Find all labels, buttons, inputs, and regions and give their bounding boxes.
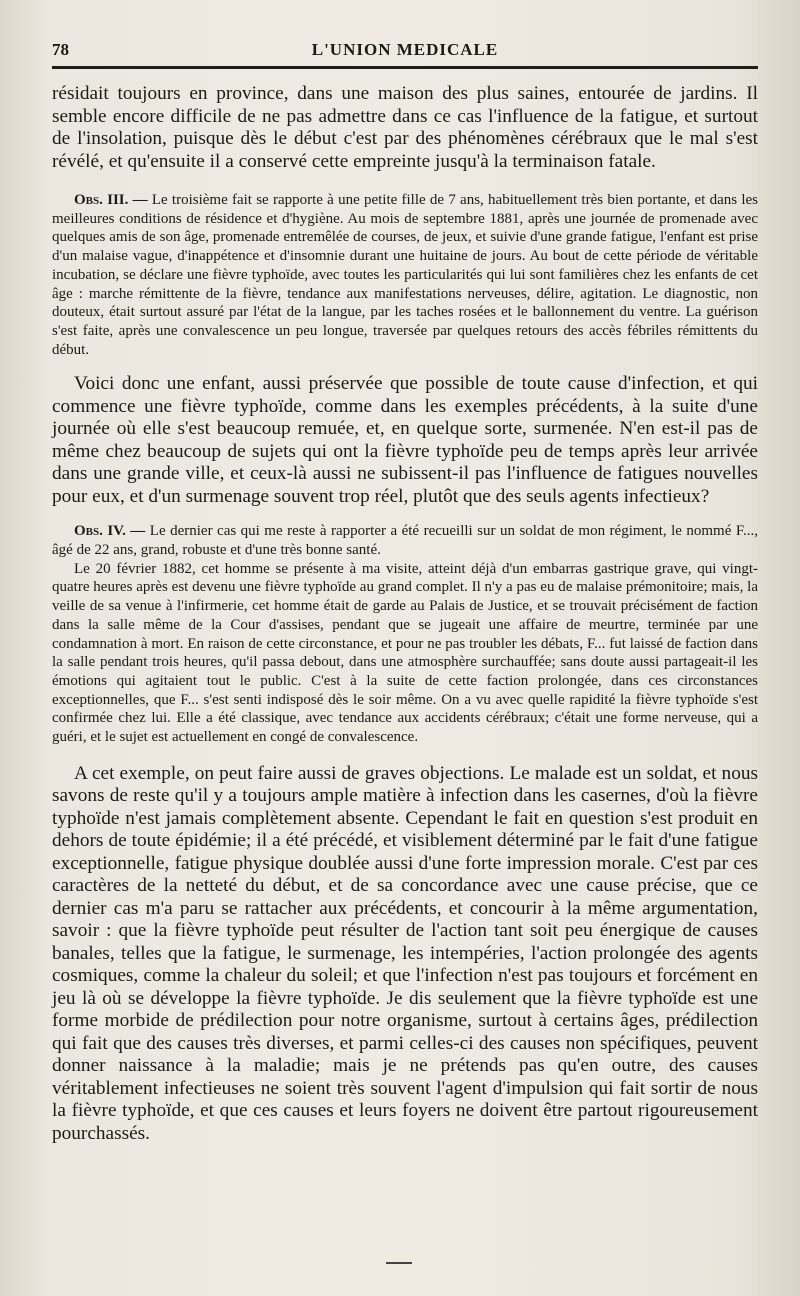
page-number: 78	[52, 40, 69, 59]
observation-3	[52, 191, 758, 359]
header-rule	[52, 66, 758, 69]
observation-4	[52, 522, 758, 559]
observation-3-label: Obs. III. —	[74, 192, 148, 208]
paragraph-continuation: résidait toujours en province, dans une maison des plus saines, entourée de jardins. Il semble encore difficile de ne pas admettre dans ce cas l'influence de la fatigue, et surtout de l'insolation, puisque dès le début c'est par des phénomènes cérébraux que le mal s'est révélé, et qu'ensuite il a conservé cette empreinte jusqu'à la terminaison fatale.	[52, 83, 758, 172]
observation-4-text: Le dernier cas qui me reste à rapporter a été recueilli sur un soldat de mon régiment, le nommé F..., âgé de 22 ans, grand, robuste et d'une très bonne santé.	[52, 523, 758, 559]
paragraph-objections: A cet exemple, on peut faire aussi de graves objections. Le malade est un soldat, et nous savons de reste qu'il y a toujours ample matière à infection dans les casernes, d'où la fièvre typhoïde n'est jamais complètement absente. Cependant le fait en question s'est produit en dehors de toute épidémie; il a été précédé, et visiblement déterminé par le fait d'une fatigue exceptionnelle, fatigue physique doublée aussi d'une forte impression morale. C'est par ces caractères de la netteté du début, et de sa concordance avec une cause précise, que ce dernier cas m'a paru se rattacher aux précédents, et concourir à la même argumentation, savoir : que la fièvre typhoïde peut résulter de l'action tant soit peu énergique de causes banales, telles que la fatigue, le surmenage, les intempéries, l'action prolongée des agents cosmiques, comme la chaleur du soleil; et que l'infection n'est pas toujours et forcément en jeu là où se développe la fièvre typhoïde. Je dis seulement que la fièvre typhoïde est une forme morbide de prédilection pour notre organisme, surtout à certains âges, prédilection qui fait que des causes très diverses, et parmi celles-ci des causes non spécifiques, peuvent donner naissance à la maladie; mais je ne prétends pas qu'en outre, des causes véritablement infectieuses ne soient très souvent l'agent d'impulsion qui fait sortir de nous la fièvre typhoïde, et que ces causes et leurs foyers ne doivent être partout rigoureusement pourchassés.	[52, 762, 758, 1144]
observation-3-text: Le troisième fait se rapporte à une petite fille de 7 ans, habituellement très bien portante, et dans les meilleures conditions de résidence et d'hygiène. Au mois de septembre 1881, après une journée de promenade avec quelques amis de son âge, promenade entremêlée de courses, de jeux, et suivie d'une grande fatigue, l'enfant est prise d'un malaise vague, d'inappétence et d'insomnie durant une huitaine de jours. Au bout de cette période de véritable incubation, se déclare une fièvre typhoïde, avec toutes les particularités qui lui sont familières chez les enfants de cet âge : marche rémittente de la fièvre, tendance aux manifestations nerveuses, délire, agitation. Le diagnostic, non douteux, était surtout assuré par l'état de la langue, par les taches rosées et le ballonnement du ventre. La guérison s'est faite, après une convalescence un peu longue, traversée par quelques retours des accès fébriles rémittents du début.	[52, 192, 758, 358]
observation-4-label: Obs. IV. —	[74, 523, 146, 540]
paragraph-voici: Voici donc une enfant, aussi préservée que possible de toute cause d'infection, et qui commence une fièvre typhoïde, comme dans les exemples précédents, à la suite d'une journée où elle s'est beaucoup remuée, et, en quelque sorte, surmenée. N'en est-il pas de même chez beaucoup de sujets qui ont la fièvre typhoïde peu de temps après leur arrivée dans une grande ville, et ceux-là aussi ne subissent-il pas l'influence de fatigues nouvelles pour eux, et d'un surmenage souvent trop réel, plutôt que des seuls agents infectieux?	[52, 373, 758, 507]
footer-mark	[386, 1262, 412, 1264]
journal-title: L'UNION MEDICALE	[311, 40, 499, 59]
observation-4-details: Le 20 février 1882, cet homme se présente à ma visite, atteint déjà d'un embarras gastrique grave, qui vingt-quatre heures après est devenu une fièvre typhoïde au grand complet. Il n'y a pas eu de malaise prémonitoire; mais, la veille de sa venue à l'infirmerie, cet homme était de garde au Palais de Justice, et se trouvait précisément de faction dans la salle même de la Cour d'assises, pendant que se jugeait une affaire de meurtre, terminée par une condamnation à mort. En raison de cette circonstance, et pour ne pas troubler les débats, F... fut laissé de faction dans la salle pendant trois heures, qu'il passa debout, dans une atmosphère surchauffée; sans doute aussi partageait-il les émotions qui agitaient tout le public. C'est à la suite de cette faction prolongée, dans ces circonstances exceptionnelles, que F... s'est senti indisposé dès le soir même. On a vu avec quelle rapidité la fièvre typhoïde s'est confirmée chez lui. Elle a été classique, avec tendance aux accidents cérébraux; c'était une forme nerveuse, qui a guéri, et le sujet est actuellement en congé de convalescence.	[52, 560, 758, 746]
page-header	[52, 40, 758, 60]
